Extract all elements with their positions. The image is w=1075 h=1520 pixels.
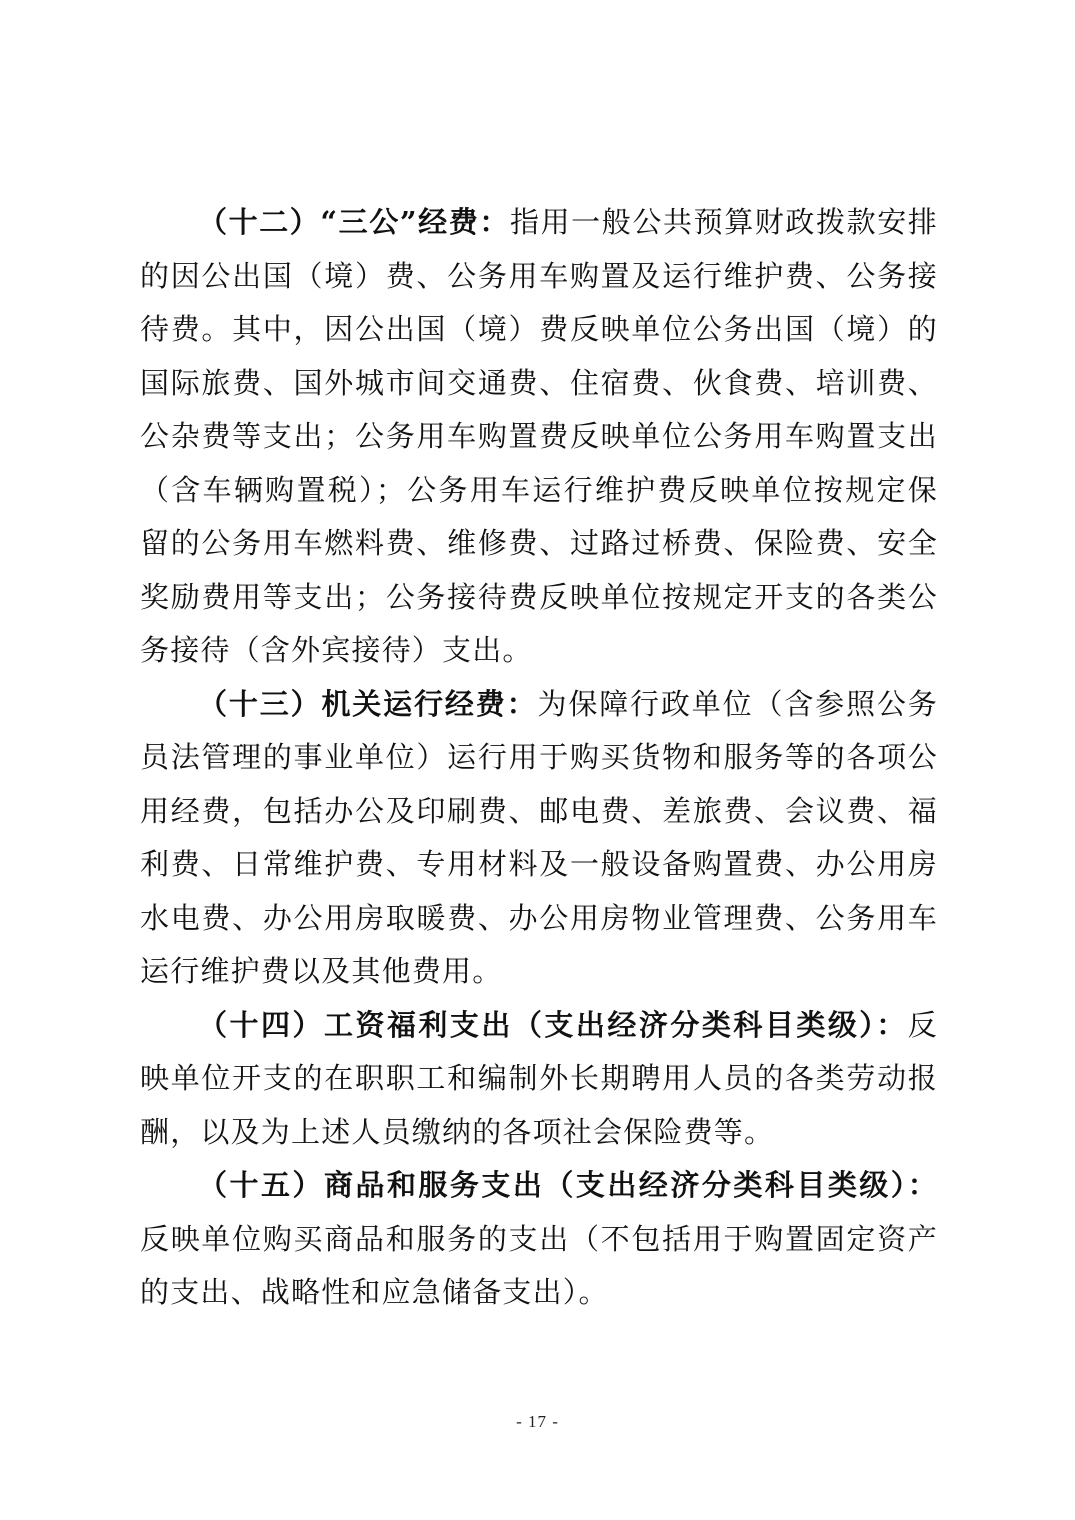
paragraph-fifteen: [140, 1159, 938, 1320]
paragraph-fourteen: [140, 999, 938, 1160]
paragraph-text: 指用一般公共预算财政拨款安排的因公出国（境）费、公务用车购置及运行维护费、公务接待费。其中，因公出国（境）费反映单位公务出国（境）的国际旅费、国外城市间交通费、住宿费、伙食费、培训费、公杂费等支出；公务用车购置费反映单位公务用车购置支出（含车辆购置税）；公务用车运行维护费反映单位按规定保留的公务用车燃料费、维修费、过路过桥费、保险费、安全奖励费用等支出；公务接待费反映单位按规定开支的各类公务接待（含外宾接待）支出。: [140, 205, 938, 667]
term-heading: （十三）机关运行经费：: [198, 686, 538, 721]
paragraph-text: 为保障行政单位（含参照公务员法管理的事业单位）运行用于购买货物和服务等的各项公用经费，包括办公及印刷费、邮电费、差旅费、会议费、福利费、日常维护费、专用材料及一般设备购置费、办公用房水电费、办公用房取暖费、办公用房物业管理费、公务用车运行维护费以及其他费用。: [140, 686, 938, 988]
term-heading: （十四）工资福利支出（支出经济分类科目类级）：: [198, 1007, 908, 1042]
term-heading: （十二）“三公”经费：: [198, 205, 510, 239]
paragraph-twelve: [140, 196, 938, 678]
document-body: [140, 196, 938, 1320]
term-heading: （十五）商品和服务支出（支出经济分类科目类级）：: [198, 1168, 938, 1202]
paragraph-text: 反映单位购买商品和服务的支出（不包括用于购置固定资产的支出、战略性和应急储备支出）。: [140, 1221, 938, 1309]
paragraph-text: 反映单位开支的在职职工和编制外长期聘用人员的各类劳动报酬，以及为上述人员缴纳的各项社会保险费等。: [140, 1007, 938, 1149]
paragraph-thirteen: [140, 678, 938, 999]
page-number: - 17 -: [516, 1412, 559, 1431]
